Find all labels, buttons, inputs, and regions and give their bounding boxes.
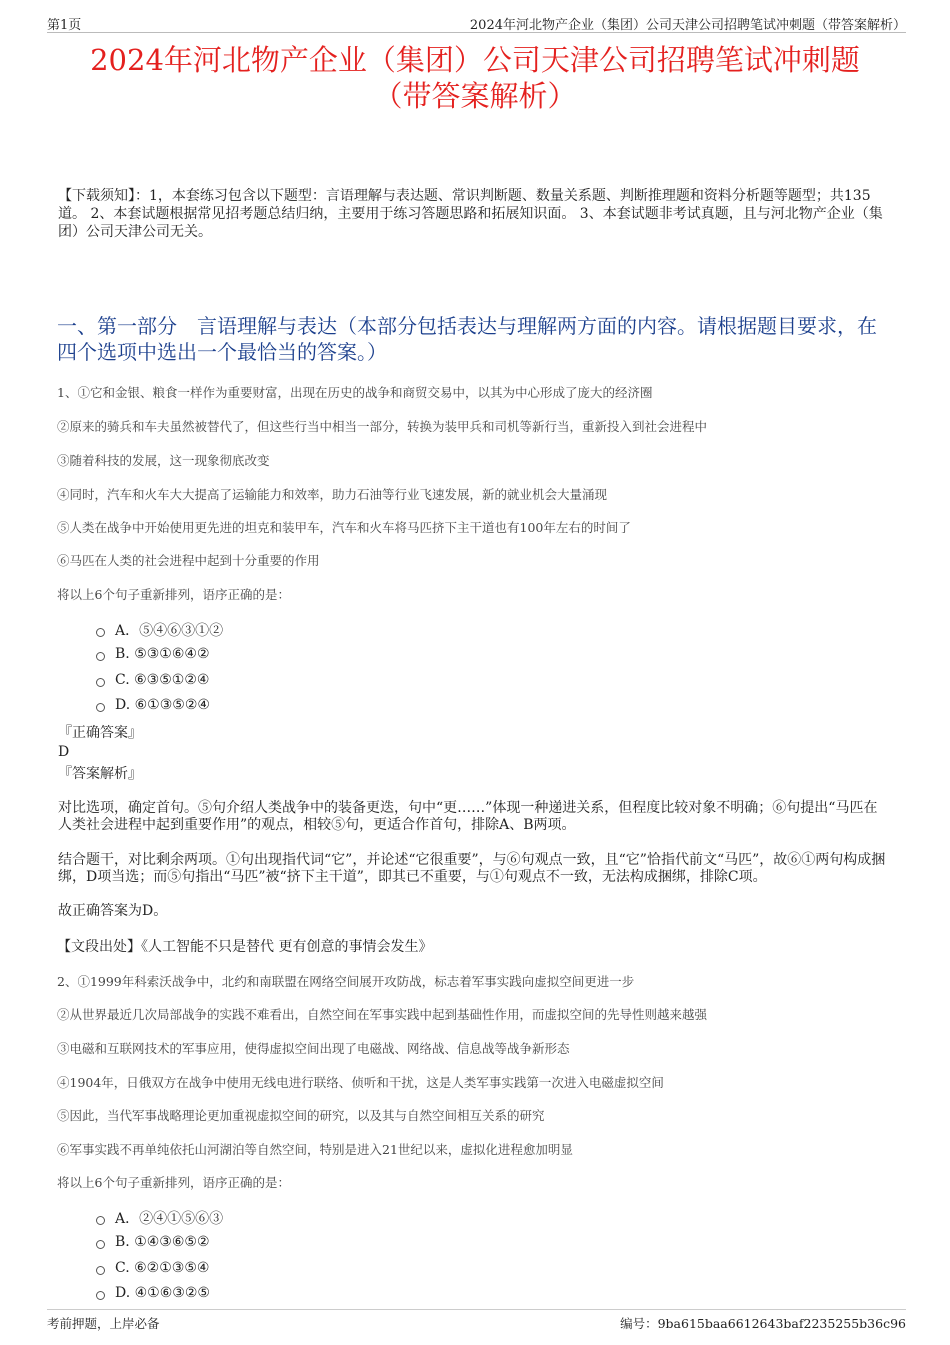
q2-sentence-4: ④1904年，日俄双方在战争中使用无线电进行联络、侦听和干扰，这是人类军事实践第一次进入电磁虚拟空间 — [57, 1075, 664, 1090]
q1-option-b[interactable] — [96, 646, 210, 662]
header-divider — [47, 32, 906, 33]
option-label: D. ④①⑥③②⑤ — [115, 1285, 210, 1301]
footer-doc-id: 编号：9ba615baa6612643baf2235255b36c96 — [620, 1316, 906, 1331]
option-label: A．⑤④⑥③①② — [115, 623, 224, 639]
radio-icon[interactable] — [96, 678, 105, 687]
running-title: 2024年河北物产企业（集团）公司天津公司招聘笔试冲刺题（带答案解析） — [469, 18, 906, 33]
q2-sentence-6: ⑥军事实践不再单纯依托山河湖泊等自然空间，特别是进入21世纪以来，虚拟化进程愈加明显 — [57, 1142, 573, 1157]
option-label: A．②④①⑤⑥③ — [115, 1211, 224, 1227]
radio-icon[interactable] — [96, 1216, 105, 1225]
q1-analysis-label: 『答案解析』 — [58, 766, 142, 782]
q1-prompt: 将以上6个句子重新排列，语序正确的是： — [57, 587, 290, 602]
option-label: D. ⑥①③⑤②④ — [115, 697, 210, 713]
q1-sentence-6: ⑥马匹在人类的社会进程中起到十分重要的作用 — [57, 553, 320, 568]
q1-sentence-5: ⑤人类在战争中开始使用更先进的坦克和装甲车，汽车和火车将马匹挤下主干道也有100年左右的时间了 — [57, 520, 631, 535]
q1-analysis-para-2: 结合题干，对比剩余两项。①句出现指代词“它”，并论述“它很重要”，与⑥句观点一致，且“它”恰指代前文“马匹”，故⑥①两句构成捆绑，D项当选；而⑤句指出“马匹”被“挤下主干道”，即其已不重要，与①句观点不一致，无法构成捆绑，排除C项。 — [58, 852, 886, 885]
q2-option-b[interactable] — [96, 1234, 210, 1250]
q2-sentence-2: ②从世界最近几次局部战争的实践不难看出，自然空间在军事实践中起到基础性作用，而虚拟空间的先导性则越来越强 — [57, 1007, 708, 1022]
q1-analysis-para-3: 故正确答案为D。 — [58, 903, 168, 919]
radio-icon[interactable] — [96, 1240, 105, 1249]
radio-icon[interactable] — [96, 1291, 105, 1300]
q1-answer-label: 『正确答案』 — [58, 725, 142, 741]
page-number: 第1页 — [47, 18, 82, 33]
q2-option-c[interactable] — [96, 1260, 209, 1276]
q1-sentence-3: ③随着科技的发展，这一现象彻底改变 — [57, 453, 270, 468]
radio-icon[interactable] — [96, 628, 105, 637]
radio-icon[interactable] — [96, 652, 105, 661]
q2-sentence-5: ⑤因此，当代军事战略理论更加重视虚拟空间的研究，以及其与自然空间相互关系的研究 — [57, 1108, 545, 1123]
footer-divider — [47, 1309, 906, 1310]
q2-option-d[interactable] — [96, 1285, 210, 1301]
title-line-1: 2024年河北物产企业（集团）公司天津公司招聘笔试冲刺题 — [90, 43, 860, 77]
title-line-2: （带答案解析） — [373, 79, 577, 113]
q1-sentence-1: 1、①它和金银、粮食一样作为重要财富，出现在历史的战争和商贸交易中，以其为中心形成了庞大的经济圈 — [57, 385, 653, 400]
radio-icon[interactable] — [96, 703, 105, 712]
radio-icon[interactable] — [96, 1266, 105, 1275]
option-label: B. ⑤③①⑥④② — [115, 646, 210, 662]
q1-analysis-para-1: 对比选项，确定首句。⑤句介绍人类战争中的装备更迭，句中“更……”体现一种递进关系，但程度比较对象不明确；⑥句提出“马匹在人类社会进程中起到重要作用”的观点，相较⑤句，更适合作首句，排除A、B两项。 — [58, 800, 878, 833]
document-title — [40, 42, 910, 114]
footer-slogan: 考前押题，上岸必备 — [47, 1316, 160, 1331]
download-notice: 【下载须知】：1，本套练习包含以下题型：言语理解与表达题、常识判断题、数量关系题、判断推理题和资料分析题等题型；共135道。 2、本套试题根据常见招考题总结归纳，主要用于练习答题思路和拓展知识面。 3、本套试题非考试真题，且与河北物产企业（集团）公司天津公司无关。 — [58, 188, 883, 240]
q2-prompt: 将以上6个句子重新排列，语序正确的是： — [57, 1175, 290, 1190]
q1-answer: D — [58, 744, 70, 760]
option-label: C. ⑥③⑤①②④ — [115, 672, 210, 688]
q2-sentence-1: 2、①1999年科索沃战争中，北约和南联盟在网络空间展开攻防战，标志着军事实践向虚拟空间更进一步 — [57, 974, 635, 989]
option-label: B. ①④③⑥⑤② — [115, 1234, 210, 1250]
q1-option-d[interactable] — [96, 697, 210, 713]
q1-sentence-2: ②原来的骑兵和车夫虽然被替代了，但这些行当中相当一部分，转换为装甲兵和司机等新行当，重新投入到社会进程中 — [57, 419, 708, 434]
q1-option-a[interactable] — [96, 620, 223, 640]
section-heading: 一、第一部分 言语理解与表达（本部分包括表达与理解两方面的内容。请根据题目要求，在四个选项中选出一个最恰当的答案。） — [57, 314, 877, 364]
q1-option-c[interactable] — [96, 672, 209, 688]
q2-sentence-3: ③电磁和互联网技术的军事应用，使得虚拟空间出现了电磁战、网络战、信息战等战争新形态 — [57, 1041, 570, 1056]
q2-option-a[interactable] — [96, 1208, 223, 1228]
option-label: C. ⑥②①③⑤④ — [115, 1260, 210, 1276]
q1-sentence-4: ④同时，汽车和火车大大提高了运输能力和效率，助力石油等行业飞速发展，新的就业机会大量涌现 — [57, 487, 608, 502]
q1-source: 【文段出处】《人工智能不只是替代 更有创意的事情会发生》 — [57, 939, 433, 955]
